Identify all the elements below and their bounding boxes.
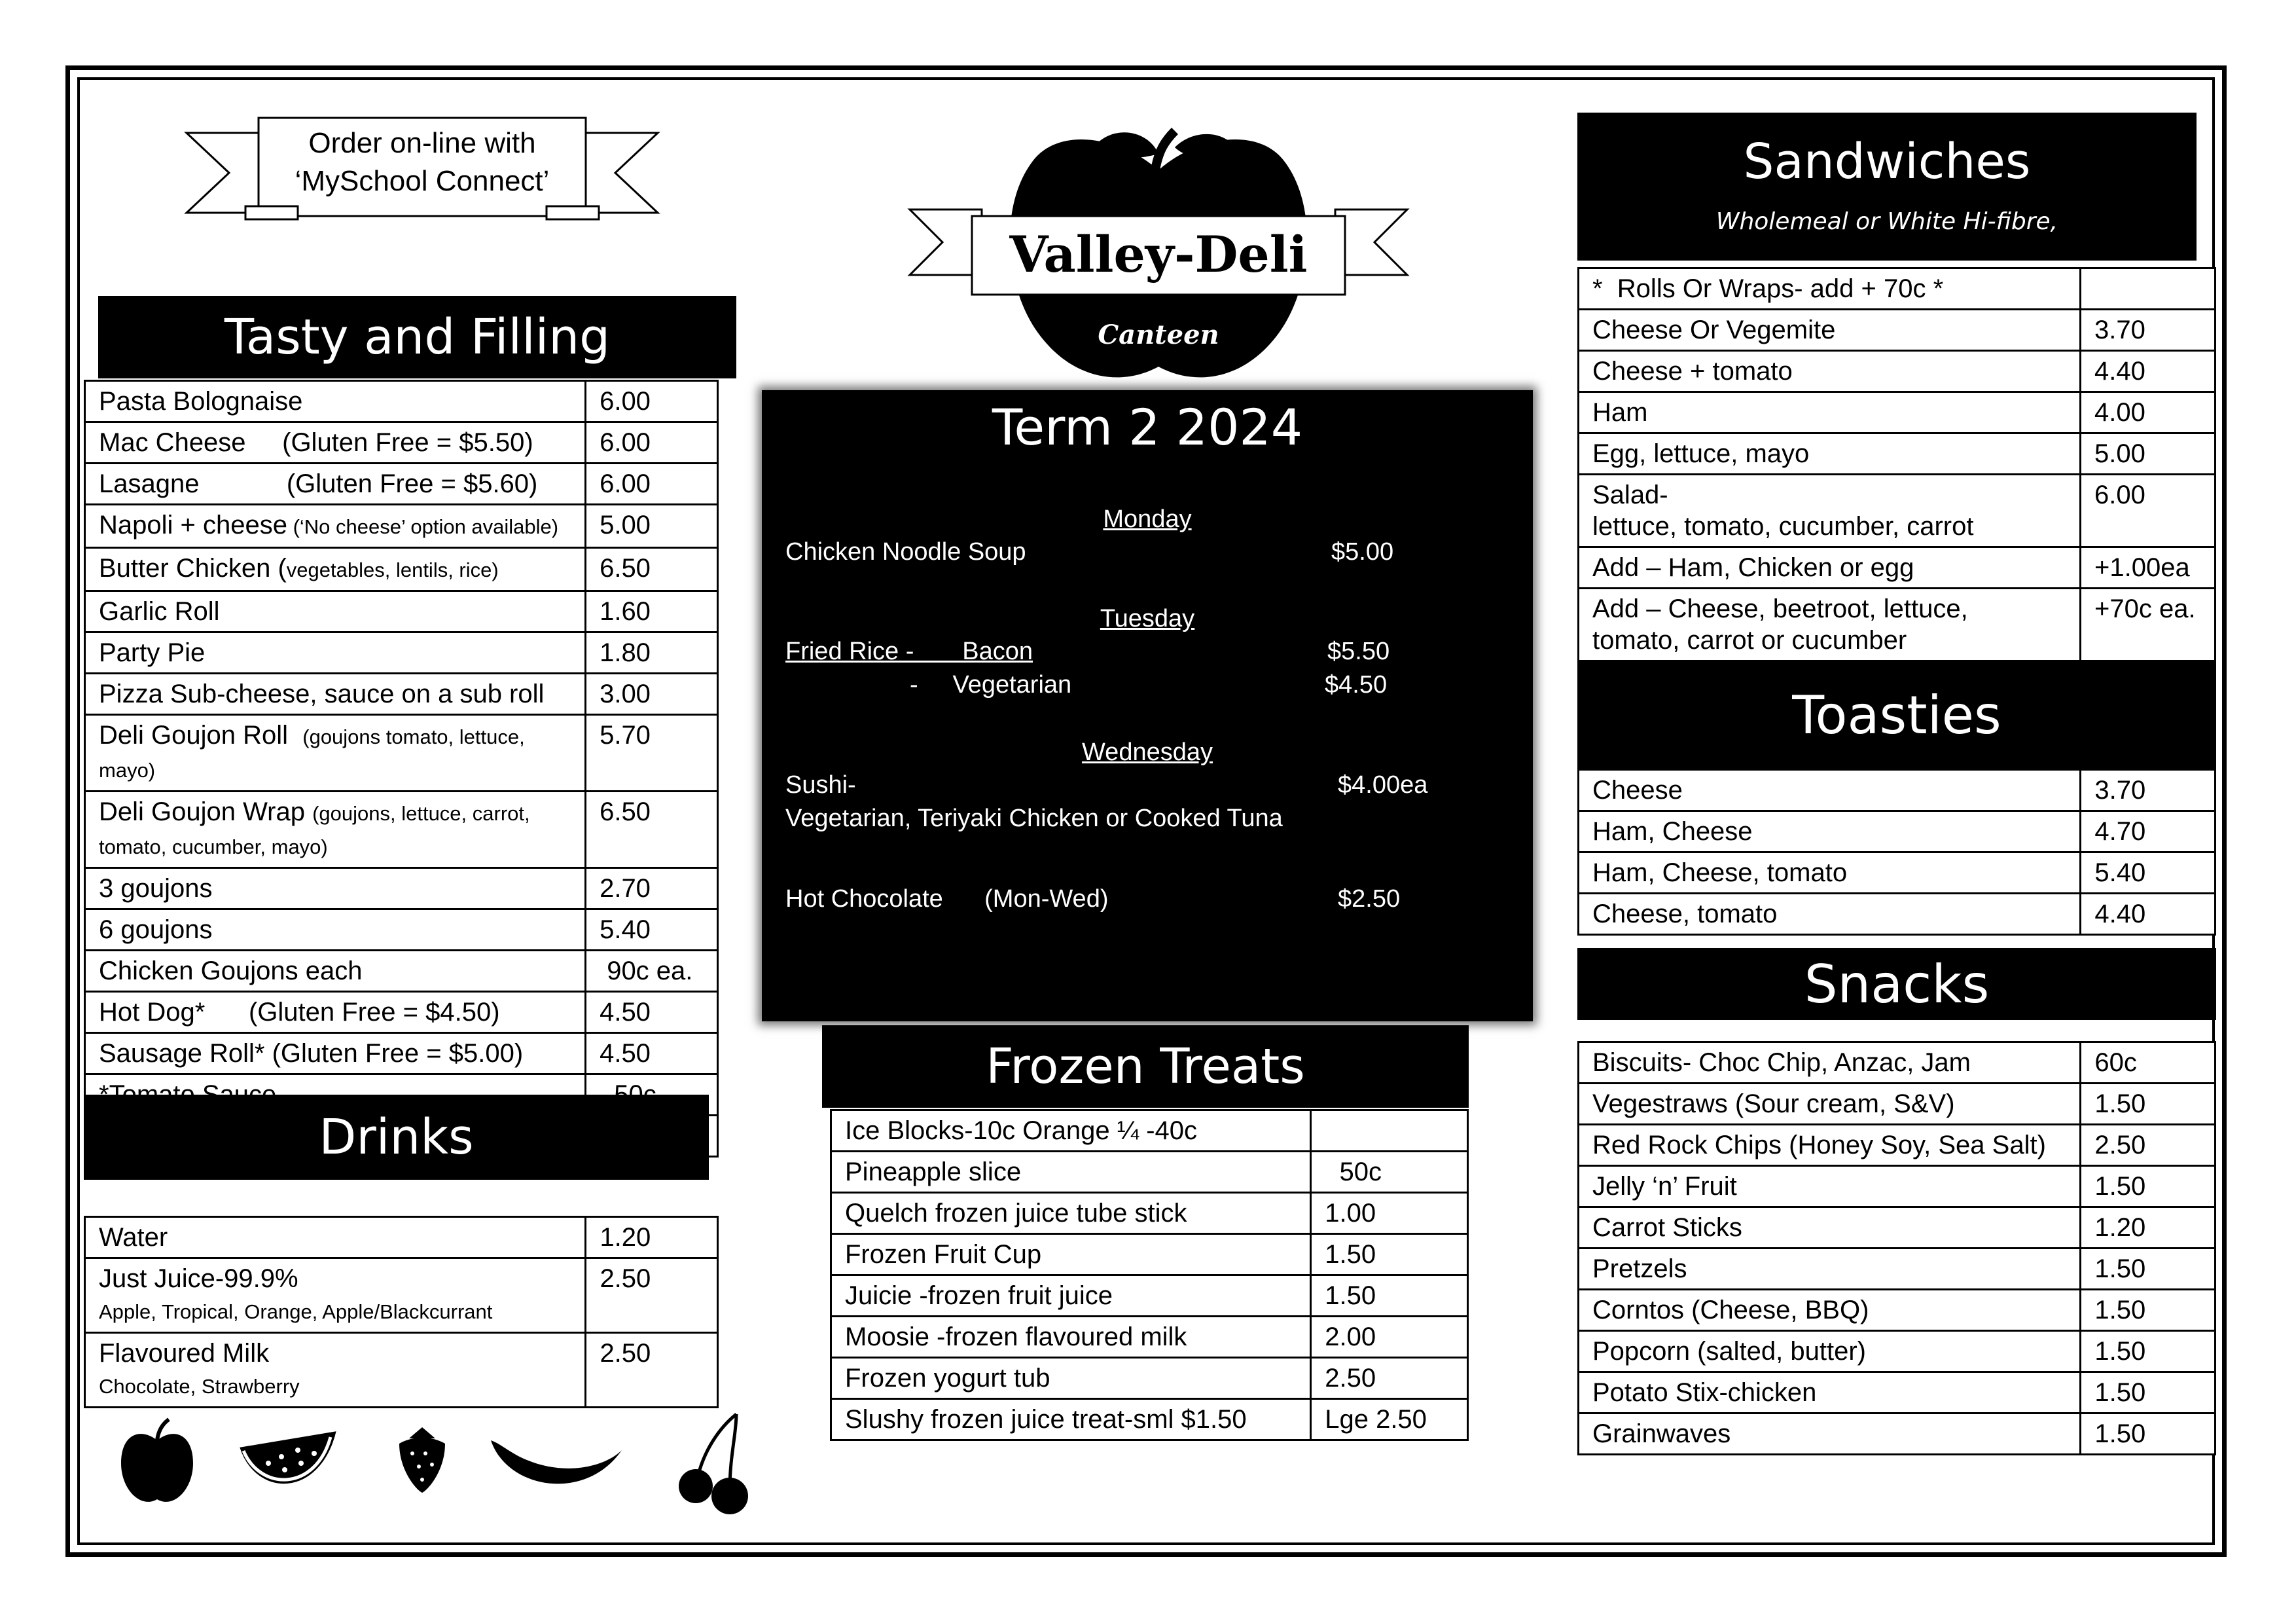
- tasty-row: [85, 591, 718, 632]
- toastie-row: [1579, 811, 2215, 852]
- hot-chocolate-item: Hot Chocolate (Mon-Wed): [785, 885, 1109, 913]
- tasty-price: 6.00: [586, 422, 718, 464]
- monday-price: $5.00: [1331, 538, 1394, 566]
- snack-item-cell: [1579, 1042, 2081, 1084]
- frozen-item: Slushy frozen juice treat-sml $1.50: [845, 1405, 1247, 1434]
- sandwich-item: * Rolls Or Wraps- add + 70c *: [1592, 274, 1944, 303]
- frozen-item: Frozen Fruit Cup: [845, 1240, 1042, 1269]
- sandwiches-subtitle: Wholemeal or White Hi-fibre,: [1715, 208, 2058, 235]
- snack-price: 1.50: [2081, 1290, 2215, 1331]
- snacks-table: [1577, 1041, 2216, 1455]
- drink-item-cell: [85, 1258, 586, 1333]
- toastie-price: 4.40: [2081, 894, 2215, 935]
- tasty-item-cell: [85, 591, 586, 632]
- tasty-row: [85, 674, 718, 715]
- tasty-price: 6.00: [586, 381, 718, 422]
- tasty-row: [85, 792, 718, 868]
- sandwich-row: [1579, 589, 2215, 661]
- snack-price: 1.50: [2081, 1331, 2215, 1372]
- snack-item: Pretzels: [1592, 1254, 1687, 1283]
- snacks-title: Snacks: [1804, 953, 1990, 1015]
- sandwiches-title: Sandwiches: [1743, 133, 2031, 190]
- tasty-row: [85, 505, 718, 548]
- snack-price: 1.50: [2081, 1413, 2215, 1455]
- frozen-row: [831, 1193, 1468, 1234]
- tasty-item-cell: [85, 464, 586, 505]
- frozen-price: 50c: [1311, 1152, 1468, 1193]
- snack-item: Jelly ‘n’ Fruit: [1592, 1172, 1737, 1201]
- drink-price: 2.50: [586, 1333, 718, 1408]
- frozen-price: 1.50: [1311, 1234, 1468, 1275]
- sandwich-price: [2081, 268, 2215, 310]
- fruit-icons-row: [118, 1411, 759, 1516]
- frozen-item: Juicie -frozen fruit juice: [845, 1281, 1113, 1310]
- toastie-item: Cheese: [1592, 776, 1683, 805]
- tasty-price: 3.00: [586, 674, 718, 715]
- tasty-item: Party Pie: [99, 638, 206, 667]
- frozen-row: [831, 1399, 1468, 1440]
- tuesday-item-2: - Vegetarian: [910, 671, 1072, 699]
- snack-item-cell: [1579, 1207, 2081, 1249]
- monday-heading: Monday: [1103, 505, 1192, 533]
- tasty-item-cell: [85, 381, 586, 422]
- snack-row: [1579, 1372, 2215, 1413]
- drink-row: [85, 1217, 718, 1258]
- frozen-price: 1.50: [1311, 1275, 1468, 1317]
- tasty-item: 3 goujons: [99, 874, 213, 903]
- toastie-price: 3.70: [2081, 770, 2215, 811]
- tasty-price: 2.70: [586, 868, 718, 909]
- sandwich-row: [1579, 547, 2215, 589]
- cherry-icon: [674, 1411, 759, 1516]
- wednesday-item-2: Vegetarian, Teriyaki Chicken or Cooked Tuna: [785, 805, 1283, 832]
- tasty-table: [84, 380, 719, 1158]
- tuesday-price-2: $4.50: [1325, 671, 1388, 699]
- snack-price: 1.50: [2081, 1166, 2215, 1207]
- frozen-price: 2.00: [1311, 1317, 1468, 1358]
- frozen-price: [1311, 1110, 1468, 1152]
- drink-row: [85, 1333, 718, 1408]
- toastie-row: [1579, 852, 2215, 894]
- sandwich-row: [1579, 392, 2215, 433]
- tasty-item: Chicken Goujons each: [99, 957, 363, 985]
- drink-sub: Chocolate, Strawberry: [99, 1375, 300, 1398]
- sandwich-row: [1579, 268, 2215, 310]
- frozen-row: [831, 1358, 1468, 1399]
- snack-price: 1.20: [2081, 1207, 2215, 1249]
- frozen-item-cell: [831, 1152, 1311, 1193]
- sandwich-item-cell: [1579, 589, 2081, 661]
- tasty-row: [85, 868, 718, 909]
- drink-sub: Apple, Tropical, Orange, Apple/Blackcurrant: [99, 1300, 493, 1323]
- tasty-price: 4.50: [586, 1033, 718, 1074]
- frozen-item-cell: [831, 1317, 1311, 1358]
- drink-item: Flavoured Milk: [99, 1339, 270, 1368]
- hot-chocolate-price: $2.50: [1338, 885, 1401, 913]
- tasty-row: [85, 951, 718, 992]
- toasties-banner: [1577, 660, 2216, 770]
- tasty-note: (goujons tomato, lettuce, mayo): [99, 725, 531, 782]
- sandwich-row: [1579, 433, 2215, 475]
- tasty-title: Tasty and Filling: [224, 309, 611, 365]
- sandwich-price: 5.00: [2081, 433, 2215, 475]
- toastie-price: 5.40: [2081, 852, 2215, 894]
- valley-deli-logo: [906, 124, 1410, 393]
- sandwich-item-cell: [1579, 310, 2081, 351]
- toastie-item-cell: [1579, 894, 2081, 935]
- toastie-price: 4.70: [2081, 811, 2215, 852]
- frozen-item: Quelch frozen juice tube stick: [845, 1199, 1187, 1228]
- frozen-title: Frozen Treats: [986, 1038, 1305, 1095]
- snack-item-cell: [1579, 1372, 2081, 1413]
- snack-price: 60c: [2081, 1042, 2215, 1084]
- sandwich-item: Cheese + tomato: [1592, 357, 1793, 386]
- tasty-item-cell: [85, 1033, 586, 1074]
- frozen-item-cell: [831, 1193, 1311, 1234]
- toasties-table: [1577, 769, 2216, 936]
- tasty-price: 5.70: [586, 715, 718, 792]
- toastie-item-cell: [1579, 852, 2081, 894]
- snack-item: Vegestraws (Sour cream, S&V): [1592, 1089, 1955, 1118]
- frozen-row: [831, 1152, 1468, 1193]
- tasty-row: [85, 1033, 718, 1074]
- snack-price: 1.50: [2081, 1084, 2215, 1125]
- wednesday-price: $4.00ea: [1338, 771, 1428, 799]
- snack-item-cell: [1579, 1166, 2081, 1207]
- snack-item: Popcorn (salted, butter): [1592, 1337, 1866, 1366]
- frozen-item-cell: [831, 1110, 1311, 1152]
- tasty-price: 5.40: [586, 909, 718, 951]
- frozen-row: [831, 1110, 1468, 1152]
- sandwich-price: 4.00: [2081, 392, 2215, 433]
- snack-row: [1579, 1042, 2215, 1084]
- sandwich-price: 6.00: [2081, 475, 2215, 547]
- snack-item: Grainwaves: [1592, 1419, 1731, 1448]
- tasty-banner: [98, 296, 736, 378]
- frozen-item: Pineapple slice: [845, 1158, 1022, 1186]
- drink-price: 2.50: [586, 1258, 718, 1333]
- wednesday-item-1: Sushi-: [785, 771, 856, 799]
- tasty-item: Pizza Sub-cheese, sauce on a sub roll: [99, 680, 545, 708]
- sandwich-item: Cheese Or Vegemite: [1592, 316, 1836, 344]
- sandwich-item-cell: [1579, 351, 2081, 392]
- tasty-row: [85, 381, 718, 422]
- snack-item: Carrot Sticks: [1592, 1213, 1742, 1242]
- frozen-table: [830, 1109, 1469, 1441]
- frozen-item: Frozen yogurt tub: [845, 1364, 1050, 1393]
- sandwich-item-cell: [1579, 433, 2081, 475]
- sandwich-row: [1579, 475, 2215, 547]
- tasty-item: Hot Dog* (Gluten Free = $4.50): [99, 998, 500, 1027]
- tasty-item: Pasta Bolognaise: [99, 387, 303, 416]
- snacks-banner: [1577, 948, 2216, 1020]
- snack-row: [1579, 1084, 2215, 1125]
- apple-icon: [118, 1417, 196, 1509]
- sandwich-row: [1579, 310, 2215, 351]
- frozen-item-cell: [831, 1234, 1311, 1275]
- order-line-1: Order on-line with: [308, 127, 536, 159]
- frozen-item: Ice Blocks-10c Orange ¼ -40c: [845, 1116, 1198, 1145]
- snack-price: 1.50: [2081, 1372, 2215, 1413]
- frozen-price: 2.50: [1311, 1358, 1468, 1399]
- snack-item-cell: [1579, 1249, 2081, 1290]
- tasty-price: 1.60: [586, 591, 718, 632]
- tasty-note: (‘No cheese’ option available): [287, 515, 559, 538]
- tasty-price: 6.50: [586, 792, 718, 868]
- term-board: [762, 390, 1533, 1021]
- snack-row: [1579, 1166, 2215, 1207]
- tasty-row: [85, 909, 718, 951]
- drinks-table: [84, 1216, 719, 1408]
- sandwich-item-cell: [1579, 392, 2081, 433]
- drink-row: [85, 1258, 718, 1333]
- snack-row: [1579, 1413, 2215, 1455]
- sandwiches-banner: [1577, 113, 2197, 261]
- tasty-item-cell: [85, 632, 586, 674]
- tasty-note: (goujons, lettuce, carrot, tomato, cucumber, mayo): [99, 802, 536, 858]
- toastie-row: [1579, 894, 2215, 935]
- snack-row: [1579, 1207, 2215, 1249]
- sandwich-item-cell: [1579, 547, 2081, 589]
- snack-row: [1579, 1249, 2215, 1290]
- tasty-item-cell: [85, 548, 586, 591]
- toastie-item: Ham, Cheese, tomato: [1592, 858, 1848, 887]
- snack-price: 1.50: [2081, 1249, 2215, 1290]
- strawberry-icon: [393, 1424, 452, 1496]
- tasty-item-cell: [85, 868, 586, 909]
- tasty-item: Garlic Roll: [99, 597, 220, 626]
- frozen-item: Moosie -frozen flavoured milk: [845, 1322, 1187, 1351]
- frozen-row: [831, 1317, 1468, 1358]
- sandwiches-table: [1577, 267, 2216, 662]
- tasty-price: 4.50: [586, 992, 718, 1033]
- tasty-item: Deli Goujon Roll: [99, 721, 303, 750]
- tasty-item-cell: [85, 422, 586, 464]
- drinks-banner: [84, 1095, 709, 1180]
- tasty-item: Deli Goujon Wrap: [99, 797, 313, 826]
- frozen-item-cell: [831, 1358, 1311, 1399]
- tasty-item-cell: [85, 674, 586, 715]
- tasty-price: 90c ea.: [586, 951, 718, 992]
- tuesday-item-1: Fried Rice - Bacon: [785, 638, 1033, 665]
- snack-item: Corntos (Cheese, BBQ): [1592, 1296, 1869, 1324]
- sandwich-item: Egg, lettuce, mayo: [1592, 439, 1810, 468]
- tasty-price: 6.50: [586, 548, 718, 591]
- logo-sub: Canteen: [1098, 319, 1219, 350]
- tasty-item-cell: [85, 992, 586, 1033]
- logo-name: Valley-Deli: [1009, 225, 1308, 283]
- toasties-title: Toasties: [1792, 684, 2001, 746]
- tasty-item-cell: [85, 792, 586, 868]
- tasty-item: Sausage Roll* (Gluten Free = $5.00): [99, 1039, 524, 1068]
- snack-item-cell: [1579, 1413, 2081, 1455]
- tuesday-heading: Tuesday: [1100, 605, 1195, 632]
- tasty-item: Mac Cheese (Gluten Free = $5.50): [99, 428, 533, 457]
- tasty-item: Napoli + cheese: [99, 511, 287, 539]
- tasty-row: [85, 632, 718, 674]
- snack-row: [1579, 1331, 2215, 1372]
- snack-item-cell: [1579, 1290, 2081, 1331]
- tasty-item-cell: [85, 909, 586, 951]
- tasty-row: [85, 464, 718, 505]
- order-line-2: ‘MySchool Connect’: [295, 165, 550, 197]
- tasty-item-cell: [85, 715, 586, 792]
- frozen-banner: [822, 1025, 1469, 1108]
- sandwich-price: 4.40: [2081, 351, 2215, 392]
- banana-icon: [488, 1427, 625, 1499]
- drink-item-cell: [85, 1333, 586, 1408]
- tasty-price: 5.00: [586, 505, 718, 548]
- snack-item: Biscuits- Choc Chip, Anzac, Jam: [1592, 1048, 1971, 1077]
- tasty-price: 1.80: [586, 632, 718, 674]
- tasty-price: 6.00: [586, 464, 718, 505]
- sandwich-price: +1.00ea: [2081, 547, 2215, 589]
- tasty-item-cell: [85, 505, 586, 548]
- sandwich-item: Ham: [1592, 398, 1648, 427]
- tasty-row: [85, 992, 718, 1033]
- frozen-price: 1.00: [1311, 1193, 1468, 1234]
- snack-price: 2.50: [2081, 1125, 2215, 1166]
- snack-row: [1579, 1290, 2215, 1331]
- toastie-row: [1579, 770, 2215, 811]
- drink-item: Water: [99, 1223, 168, 1252]
- tasty-item: Lasagne (Gluten Free = $5.60): [99, 469, 538, 498]
- toastie-item-cell: [1579, 811, 2081, 852]
- drink-price: 1.20: [586, 1217, 718, 1258]
- tasty-row: [85, 715, 718, 792]
- watermelon-icon: [236, 1427, 340, 1499]
- tasty-row: [85, 422, 718, 464]
- monday-item: Chicken Noodle Soup: [785, 538, 1026, 566]
- frozen-item-cell: [831, 1399, 1311, 1440]
- tuesday-price-1: $5.50: [1327, 638, 1390, 665]
- wednesday-heading: Wednesday: [1082, 739, 1213, 766]
- toastie-item: Cheese, tomato: [1592, 900, 1778, 928]
- snack-item-cell: [1579, 1331, 2081, 1372]
- sandwich-item: Add – Ham, Chicken or egg: [1592, 553, 1914, 582]
- sandwich-row: [1579, 351, 2215, 392]
- sandwich-item-cell: [1579, 268, 2081, 310]
- tasty-note: vegetables, lentils, rice): [286, 558, 499, 581]
- tasty-item-cell: [85, 951, 586, 992]
- frozen-price: Lge 2.50: [1311, 1399, 1468, 1440]
- snack-item: Potato Stix-chicken: [1592, 1378, 1817, 1407]
- tasty-item: 6 goujons: [99, 915, 213, 944]
- toastie-item-cell: [1579, 770, 2081, 811]
- term-title: Term 2 2024: [992, 398, 1303, 456]
- sandwich-item: Salad- lettuce, tomato, cucumber, carrot: [1592, 481, 1974, 541]
- sandwich-item: Add – Cheese, beetroot, lettuce, tomato, carrot or cucumber: [1592, 594, 1968, 655]
- toastie-item: Ham, Cheese: [1592, 817, 1753, 846]
- frozen-item-cell: [831, 1275, 1311, 1317]
- drink-item: Just Juice-99.9%: [99, 1264, 298, 1293]
- tasty-item: Butter Chicken (: [99, 554, 287, 583]
- drinks-title: Drinks: [319, 1109, 474, 1165]
- drink-item-cell: [85, 1217, 586, 1258]
- frozen-row: [831, 1275, 1468, 1317]
- snack-item-cell: [1579, 1084, 2081, 1125]
- sandwich-item-cell: [1579, 475, 2081, 547]
- frozen-row: [831, 1234, 1468, 1275]
- tasty-row: [85, 548, 718, 591]
- snack-item-cell: [1579, 1125, 2081, 1166]
- order-online-ribbon: [183, 115, 661, 232]
- sandwich-price: 3.70: [2081, 310, 2215, 351]
- snack-item: Red Rock Chips (Honey Soy, Sea Salt): [1592, 1131, 2046, 1159]
- snack-row: [1579, 1125, 2215, 1166]
- sandwich-price: +70c ea.: [2081, 589, 2215, 661]
